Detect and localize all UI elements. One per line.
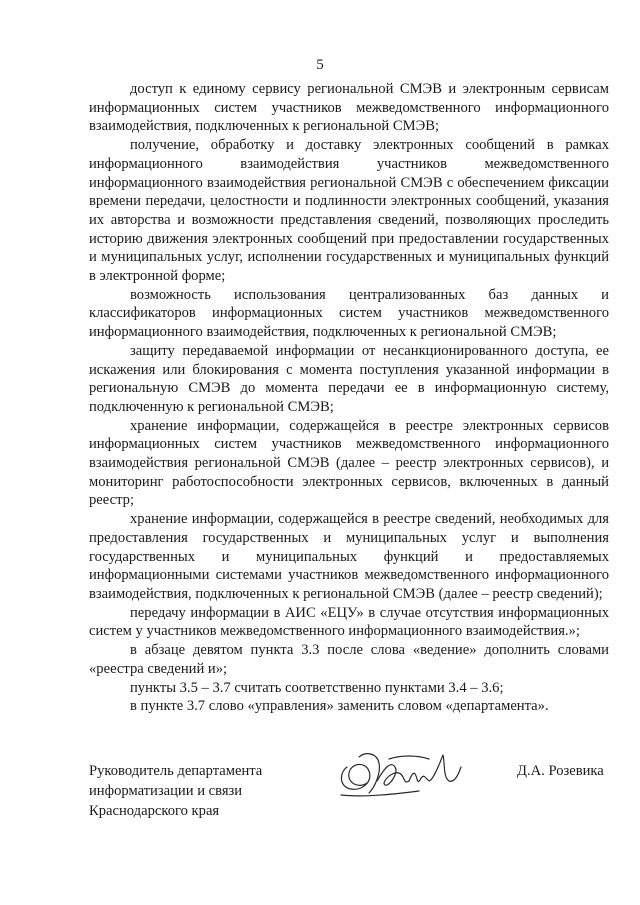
page-number: 5	[316, 57, 324, 73]
handwritten-signature	[329, 737, 469, 807]
paragraph-10: в пункте 3.7 слово «управления» заменить словом «департамента».	[130, 698, 549, 715]
document-body	[89, 80, 609, 716]
paragraph-2: получение, обработку и доставку электронных сообщений в рамках информационного взаимодействия участников межведомственного информационного взаимодействия региональной СМЭВ с обеспечением фиксации времени передачи, целостности и подлинности электронных сообщений, указания их авторства и возможности представления сведений, позволяющих проследить историю движения электронных сообщений при предоставлении государственных и муниципальных услуг, исполнении государственных и муниципальных функций в электронной форме;	[89, 137, 609, 285]
signatory-title-line-1: Руководитель департамента	[89, 763, 263, 779]
signatory-title-line-2: информатизации и связи	[89, 783, 243, 799]
paragraph-5: хранение информации, содержащейся в реестре электронных сервисов информационных систем участников межведомственного информационного взаимодействия региональной СМЭВ (далее – реестр электронных сервисов), и мониторинг работоспособности электронных сервисов, включенных в данный реестр;	[89, 417, 609, 509]
paragraph-9: пункты 3.5 – 3.7 считать соответственно пунктами 3.4 – 3.6;	[130, 679, 504, 696]
paragraph-7: передачу информации в АИС «ЕЦУ» в случае отсутствия информационных систем у участников межведомственного информационного взаимодействия.»;	[89, 604, 609, 640]
paragraph-4: защиту передаваемой информации от несанкционированного доступа, ее искажения или блокирования с момента поступления указанной информации в региональную СМЭВ до момента передачи ее в информационную систему, подключенную к региональной СМЭВ;	[89, 342, 609, 415]
paragraph-6: хранение информации, содержащейся в реестре сведений, необходимых для предоставления государственных и муниципальных услуг и выполнения государственных и муниципальных функций и предоставляемых информационными системами участников межведомственного информационного взаимодействия, подключенных к региональной СМЭВ (далее – реестр сведений);	[89, 511, 609, 602]
signatory-title-line-3: Краснодарского края	[89, 803, 220, 819]
paragraph-1: доступ к единому сервису региональной СМЭВ и электронным сервисам информационных систем участников межведомственного информационного взаимодействия, подключенных к региональной СМЭВ;	[89, 81, 609, 135]
signature-block	[89, 761, 619, 831]
paragraph-8: в абзаце девятом пункта 3.3 после слова «ведение» дополнить словами «реестра сведений и»;	[89, 642, 609, 677]
signatory-name: Д.А. Розевика	[517, 763, 604, 779]
signatory-title	[89, 761, 309, 821]
paragraph-3: возможность использования централизованных баз данных и классификаторов информационных систем участников межведомственного информационного взаимодействия, подключенных к региональной СМЭВ;	[89, 286, 609, 341]
